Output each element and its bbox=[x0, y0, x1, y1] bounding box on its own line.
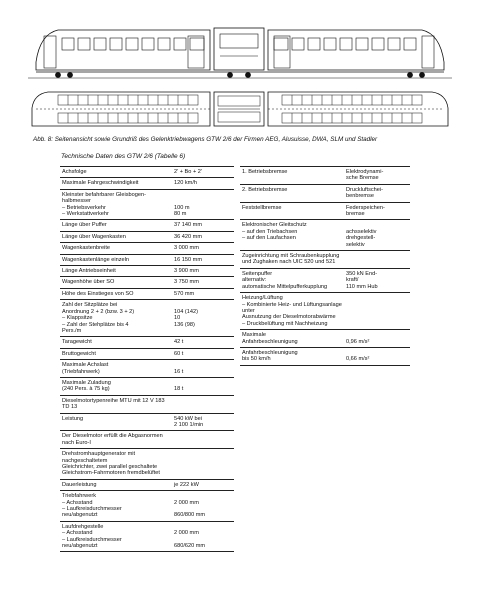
row-value: 0,66 m/s² bbox=[346, 356, 370, 363]
row-label: Bruttogewicht bbox=[62, 350, 96, 357]
row-value: 2 000 mm 860/800 mm bbox=[174, 499, 206, 519]
row-label: Feststellbremse bbox=[242, 204, 282, 211]
table-row bbox=[60, 220, 234, 231]
table-row bbox=[60, 449, 234, 480]
table-row bbox=[60, 266, 234, 277]
table-row bbox=[60, 178, 234, 189]
table-row bbox=[240, 269, 410, 293]
row-value bbox=[174, 433, 234, 446]
row-value: 36 420 mm bbox=[174, 233, 202, 240]
row-label: Dauerleistung bbox=[62, 481, 97, 488]
row-value: je 222 kW bbox=[174, 481, 199, 488]
row-label: Seitenpuffer alternativ: automatische Mittelpufferkupplung bbox=[242, 270, 328, 290]
table-row bbox=[60, 396, 234, 414]
table-row bbox=[60, 431, 234, 449]
row-value: 100 m 80 m bbox=[174, 204, 190, 218]
row-label: Wagenkastenlänge einzeln bbox=[62, 256, 129, 263]
row-label: Drehstromhauptgenerator mit nachgeschaltetem Gleichrichter, zwei parallel geschaltete Gleichstrom-Fahrmotoren fremdbelüftet bbox=[62, 451, 160, 477]
row-label: Maximale Zuladung (240 Pers. à 75 kg) bbox=[62, 379, 111, 393]
row-value: Druckluftschei- benbremse bbox=[346, 186, 383, 200]
row-label: Länge über Wagenkasten bbox=[62, 233, 126, 240]
table-row bbox=[60, 337, 234, 348]
table-row bbox=[60, 289, 234, 300]
table-row bbox=[60, 277, 234, 288]
table-row bbox=[240, 167, 410, 185]
table-row bbox=[60, 414, 234, 432]
row-label: 2. Betriebsbremse bbox=[242, 186, 288, 193]
train-drawing bbox=[18, 22, 462, 136]
tech-data-table-right bbox=[240, 166, 410, 366]
table-row bbox=[240, 185, 410, 203]
row-label: Dieselmotortypenreihe MTU mit 12 V 183 TD 13 bbox=[62, 397, 165, 411]
row-label: 1. Betriebsbremse bbox=[242, 169, 288, 175]
table-row bbox=[240, 203, 410, 221]
table-row bbox=[60, 232, 234, 243]
table-row bbox=[60, 243, 234, 254]
table-row bbox=[240, 251, 410, 269]
row-value: achsselektiv drehgestell- selektiv bbox=[346, 228, 377, 248]
row-value: 16 150 mm bbox=[174, 256, 202, 263]
row-value: 120 km/h bbox=[174, 180, 198, 187]
row-value bbox=[346, 295, 410, 327]
floor-plan bbox=[32, 92, 448, 126]
row-label: Zahl der Sitzplätze bei Anordnung 2 + 2 (bzw. 3 + 2) – Klappsitze – Zahl der Stehplätze bis 4 Pers./m bbox=[62, 302, 135, 334]
row-label: Maximale Achslast (Triebfahrwerk) bbox=[62, 362, 109, 375]
row-value: Elektrodynami- sche Bremse bbox=[346, 169, 384, 182]
table-row bbox=[240, 348, 410, 366]
row-value bbox=[174, 451, 234, 477]
table-row bbox=[60, 491, 234, 522]
row-label: Anfahrbeschleunigung bis 50 km/h bbox=[242, 349, 298, 363]
row-value: 18 t bbox=[174, 386, 184, 393]
row-label: Triebfahrwerk – Achsstand – Laufkreisdurchmesser neu/abgenutzt bbox=[62, 493, 122, 519]
row-label: Heizung/Lüftung – Kombinierte Heiz- und Lüftungsanlage unter Ausnutzung der Dieselmotorabwärme – Druckbelüftung mit Nachheizung bbox=[242, 295, 342, 327]
row-label: Wagenkastenbreite bbox=[62, 245, 110, 252]
row-value: 3 750 mm bbox=[174, 279, 199, 286]
table-title: Technische Daten des GTW 2/6 (Tabelle 6) bbox=[61, 153, 186, 160]
row-value: 60 t bbox=[174, 350, 184, 357]
figure-caption: Abb. 8: Seitenansicht sowie Grundriß des Gelenktriebwagens GTW 2/6 der Firmen AEG, Alusuisse, DWA, SLM und Stadler bbox=[33, 136, 378, 143]
row-label: Kleinster befahrbarer Gleisbogen- halbmesser – Betriebsverkehr – Werkstattverkehr bbox=[62, 191, 146, 218]
table-row bbox=[60, 190, 234, 221]
table-row bbox=[240, 330, 410, 348]
row-label: Elektronischer Gleitschutz – auf den Triebachsen – auf den Laufachsen bbox=[242, 222, 307, 242]
row-label: Länge Antriebseinheit bbox=[62, 268, 116, 275]
row-label: Maximale Fahrgeschwindigkeit bbox=[62, 180, 139, 187]
row-label: Höhe des Einstieges von SO bbox=[62, 290, 134, 297]
row-label: Wagenhöhe über SO bbox=[62, 279, 115, 286]
row-value: 3 000 mm bbox=[174, 245, 199, 252]
row-label: Achsfolge bbox=[62, 169, 87, 175]
table-row bbox=[240, 220, 410, 251]
table-row bbox=[60, 522, 234, 553]
row-value: 3 900 mm bbox=[174, 268, 199, 275]
table-row bbox=[60, 480, 234, 491]
row-label: Zugeinrichtung mit Schraubenkupplung und Zughaken nach UIC 520 und 521 bbox=[242, 253, 340, 266]
row-label: Der Dieselmotor erfüllt die Abgasnormen nach Euro-I bbox=[62, 433, 163, 446]
row-value: 37 140 mm bbox=[174, 222, 202, 229]
table-row bbox=[60, 255, 234, 266]
row-value: 570 mm bbox=[174, 290, 195, 297]
row-value: 2' + Bo + 2' bbox=[174, 169, 202, 175]
row-value: 2 000 mm 680/620 mm bbox=[174, 530, 206, 550]
table-row bbox=[60, 300, 234, 337]
row-value: 104 (142) 10 136 (98) bbox=[174, 308, 198, 328]
row-value: Federspeichen- bremse bbox=[346, 204, 385, 218]
side-view bbox=[28, 28, 452, 78]
row-value bbox=[346, 253, 410, 266]
row-value: 0,96 m/s² bbox=[346, 338, 370, 345]
row-value: 350 kN End- kraft/ 110 mm Hub bbox=[346, 270, 378, 290]
row-value: 16 t bbox=[174, 368, 184, 375]
row-label: Taragewicht bbox=[62, 339, 92, 346]
table-row bbox=[60, 378, 234, 396]
row-value: 42 t bbox=[174, 339, 184, 346]
row-label: Länge über Puffer bbox=[62, 222, 107, 229]
table-row bbox=[60, 349, 234, 360]
row-label: Maximale Anfahrbeschleunigung bbox=[242, 332, 298, 345]
row-label: Leistung bbox=[62, 415, 84, 422]
row-value: 540 kW bei 2 100 1/min bbox=[174, 415, 204, 428]
tech-data-table-left bbox=[60, 166, 234, 552]
table-row bbox=[60, 167, 234, 178]
table-row bbox=[60, 360, 234, 378]
row-value bbox=[174, 398, 234, 411]
row-label: Laufdrehgestelle – Achsstand – Laufkreisdurchmesser neu/abgenutzt bbox=[62, 523, 122, 550]
table-row bbox=[240, 293, 410, 330]
